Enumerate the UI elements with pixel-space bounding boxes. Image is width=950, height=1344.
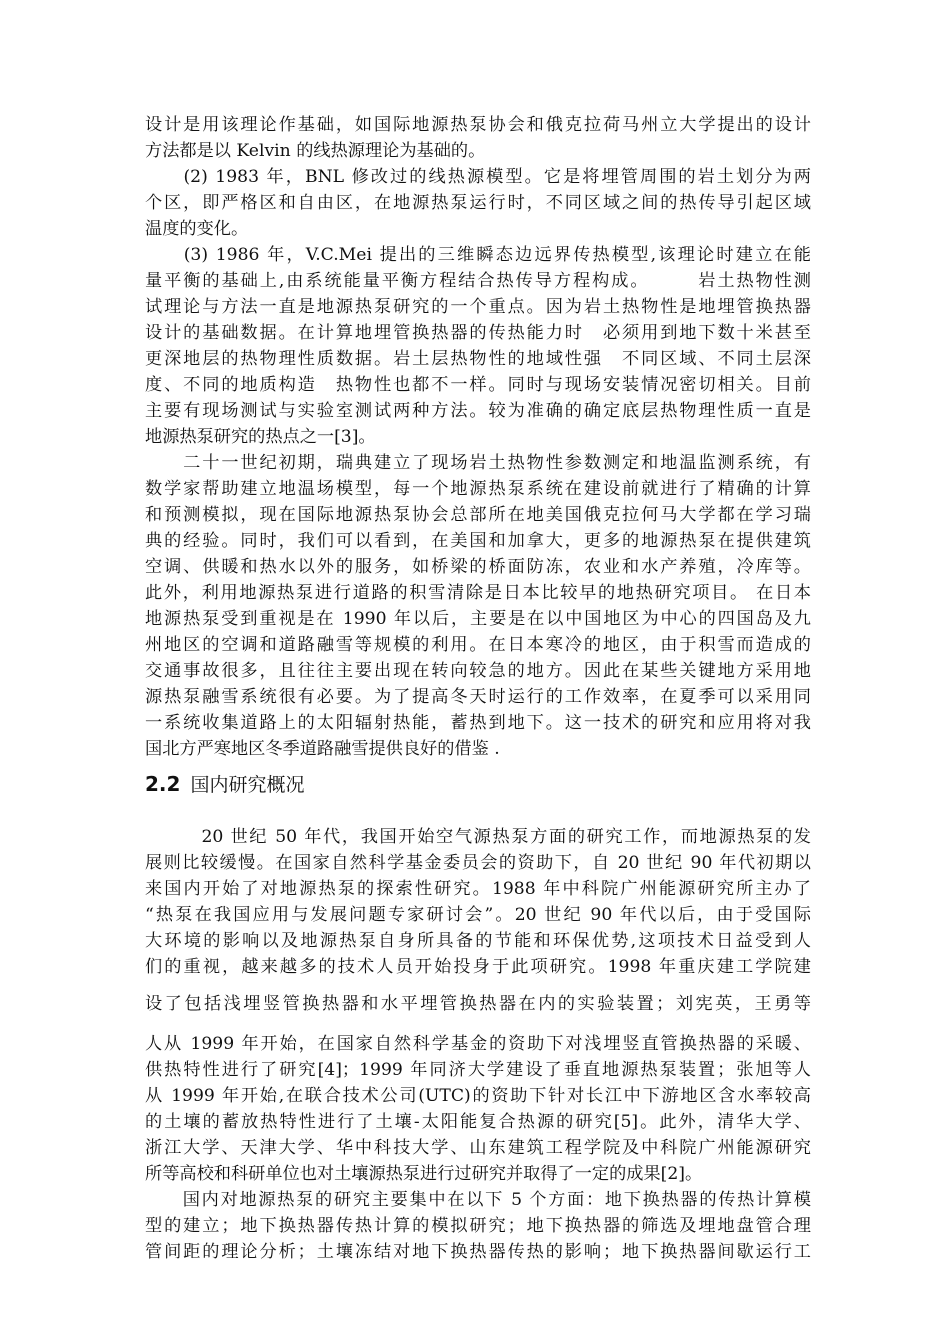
text-line: 浙江大学、天津大学、华中科技大学、山东建筑工程学院及中科院广州能源研究	[145, 1138, 811, 1158]
section-number: 2.2	[145, 772, 181, 796]
text-line: 一系统收集道路上的太阳辐射热能，蓄热到地下。这一技术的研究和应用将对我	[145, 713, 811, 733]
text-line: 数学家帮助建立地温场模型，每一个地源热泵系统在建设前就进行了精确的计算	[145, 479, 811, 499]
text-line: 型的建立；地下换热器传热计算的模拟研究；地下换热器的筛选及埋地盘管合理	[145, 1216, 811, 1236]
text-line: 个区，即严格区和自由区，在地源热泵运行时，不同区域之间的热传导引起区域	[145, 193, 811, 213]
text-line: 州地区的空调和道路融雪等规模的利用。在日本寒冷的地区，由于积雪而造成的	[145, 635, 811, 655]
text-line: 设计是用该理论作基础，如国际地源热泵协会和俄克拉荷马州立大学提出的设计	[145, 115, 811, 135]
text-line: 和预测模拟，现在国际地源热泵协会总部所在地美国俄克拉何马大学都在学习瑞	[145, 505, 811, 525]
text-line: 来国内开始了对地源热泵的探索性研究。1988 年中科院广州能源研究所主办了	[145, 879, 811, 899]
text-line: 所等高校和科研单位也对土壤源热泵进行过研究并取得了一定的成果[2]。	[145, 1164, 703, 1184]
text-line: (3) 1986 年，V.C.Mei 提出的三维瞬态边远界传热模型,该理论时建立在能	[145, 245, 811, 265]
text-line: 国北方严寒地区冬季道路融雪提供良好的借鉴 .	[145, 739, 500, 759]
text-line: 源热泵融雪系统很有必要。为了提高冬天时运行的工作效率，在夏季可以采用同	[145, 687, 811, 707]
text-line: 量平衡的基础上,由系统能量平衡方程结合热传导方程构成。 岩土热物性测	[145, 271, 811, 291]
text-line: 交通事故很多，且往往主要出现在转向较急的地方。因此在某些关键地方采用地	[145, 661, 811, 681]
heading-spacer	[145, 804, 811, 824]
text-line: 试理论与方法一直是地源热泵研究的一个重点。因为岩土热物性是地埋管换热器	[145, 297, 811, 317]
text-line: 管间距的理论分析；土壤冻结对地下换热器传热的影响；地下换热器间歇运行工	[145, 1242, 811, 1262]
text-line: 供热特性进行了研究[4]；1999 年同济大学建设了垂直地源热泵装置；张旭等人	[145, 1060, 811, 1080]
text-line: 地源热泵研究的热点之一[3]。	[145, 427, 376, 447]
text-line: 度、不同的地质构造 热物性也都不一样。同时与现场安装情况密切相关。目前	[145, 375, 811, 395]
text-line: 更深地层的热物理性质数据。岩土层热物性的地域性强 不同区域、不同土层深	[145, 349, 811, 369]
text-line: “热泵在我国应用与发展问题专家研讨会”。20 世纪 90 年代以后，由于受国际	[145, 905, 811, 925]
text-line: 设了包括浅埋竖管换热器和水平埋管换热器在内的实验装置；刘宪英，王勇等	[145, 994, 811, 1014]
text-line: 此外，利用地源热泵进行道路的积雪清除是日本比较早的地热研究项目。 在日本	[145, 583, 811, 603]
text-line: 地源热泵受到重视是在 1990 年以后，主要是在以中国地区为中心的四国岛及九	[145, 609, 811, 629]
text-line: 20 世纪 50 年代，我国开始空气源热泵方面的研究工作，而地源热泵的发	[145, 827, 811, 847]
text-line: 主要有现场测试与实验室测试两种方法。较为准确的确定底层热物理性质一直是	[145, 401, 811, 421]
text-line: 二十一世纪初期，瑞典建立了现场岩土热物性参数测定和地温监测系统，有	[145, 453, 811, 473]
text-line: 空调、供暖和热水以外的服务，如桥梁的桥面防冻，农业和水产养殖，冷库等。	[145, 557, 811, 577]
text-line: 的土壤的蓄放热特性进行了土壤-太阳能复合热源的研究[5]。此外，清华大学、	[145, 1112, 811, 1132]
text-line: 展则比较缓慢。在国家自然科学基金委员会的资助下，自 20 世纪 90 年代初期以	[145, 853, 811, 873]
paragraph-block-1	[145, 112, 811, 762]
text-line: 人从 1999 年开始，在国家自然科学基金的资助下对浅埋竖直管换热器的采暖、	[145, 1034, 811, 1054]
section-heading	[145, 764, 811, 804]
text-line: (2) 1983 年，BNL 修改过的线热源模型。它是将埋管周围的岩土划分为两	[145, 167, 811, 187]
text-line: 方法都是以 Kelvin 的线热源理论为基础的。	[145, 141, 486, 161]
text-line: 温度的变化。	[145, 219, 249, 239]
paragraph-block-2	[145, 824, 811, 980]
text-line: 们的重视，越来越多的技术人员开始投身于此项研究。1998 年重庆建工学院建	[145, 957, 811, 977]
text-line: 从 1999 年开始,在联合技术公司(UTC)的资助下针对长江中下游地区含水率较高	[145, 1086, 811, 1106]
document-page	[145, 112, 811, 1265]
text-line: 典的经验。同时，我们可以看到，在美国和加拿大，更多的地源热泵在提供建筑	[145, 531, 811, 551]
text-line: 国内对地源热泵的研究主要集中在以下 5 个方面：地下换热器的传热计算模	[145, 1190, 811, 1210]
text-line: 设计的基础数据。在计算地埋管换热器的传热能力时 必须用到地下数十米甚至	[145, 323, 811, 343]
paragraph-block-3	[145, 1031, 811, 1265]
text-line: 大环境的影响以及地源热泵自身所具备的节能和环保优势,这项技术日益受到人	[145, 931, 811, 951]
section-title: 国内研究概况	[190, 774, 305, 796]
